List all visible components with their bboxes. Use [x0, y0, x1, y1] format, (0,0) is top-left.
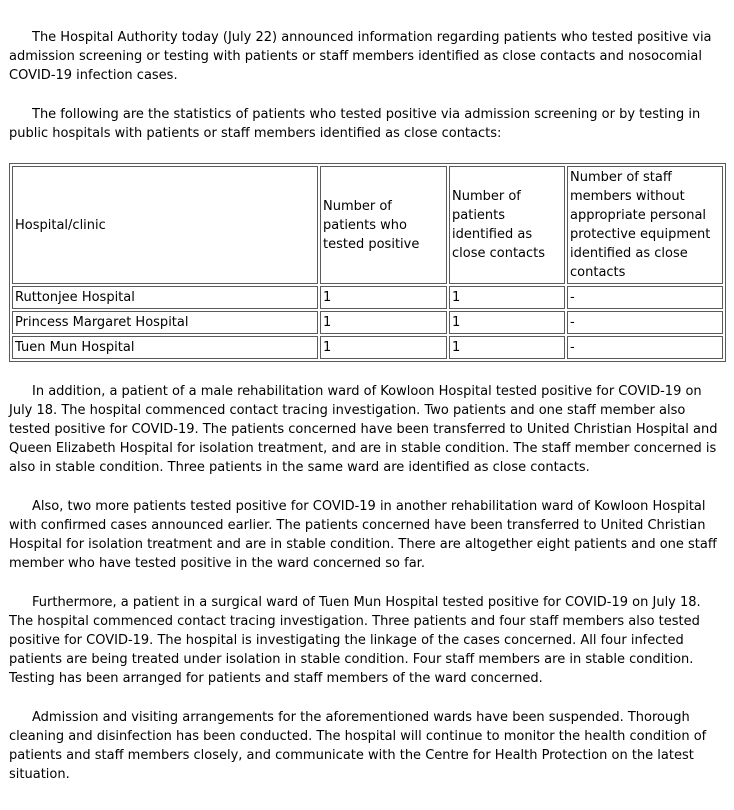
table-cell-tested-positive: 1 — [320, 336, 447, 359]
paragraph-kowloon-another-rehab-ward: Also, two more patients tested positive for COVID-19 in another rehabilitation ward of Kowloon Hospital with confirmed cases announced earlier. The patients concerned have been transferred to United Christian Hospital for isolation treatment and are in stable condition. There are altogether eight patients and one staff member who have tested positive in the ward concerned so far. — [9, 499, 717, 571]
table-row-princess-margaret-hospital — [12, 311, 723, 334]
paragraph-statistics-intro: The following are the statistics of patients who tested positive via admission screening or by testing in public hospitals with patients or staff members identified as close contacts: — [9, 107, 701, 141]
table-header-hospital-clinic: Hospital/clinic — [12, 166, 318, 284]
table-cell-staff-contacts: - — [567, 336, 723, 359]
paragraph-admission-visiting-arrangements: Admission and visiting arrangements for the aforementioned wards have been suspended. Thorough cleaning and disinfection has been conducted. The hospital will continue to monitor the health condition of patients and staff members closely, and communicate with the Centre for Health Protection on the latest situation. — [9, 710, 707, 782]
table-cell-staff-contacts: - — [567, 286, 723, 309]
table-cell-hospital-name: Ruttonjee Hospital — [12, 286, 318, 309]
table-cell-close-contacts: 1 — [449, 286, 565, 309]
table-row-ruttonjee-hospital — [12, 286, 723, 309]
table-cell-hospital-name: Tuen Mun Hospital — [12, 336, 318, 359]
paragraph-kowloon-male-rehab-ward: In addition, a patient of a male rehabilitation ward of Kowloon Hospital tested positive for COVID-19 on July 18. The hospital commenced contact tracing investigation. Two patients and one staff member also tested positive for COVID-19. The patients concerned have been transferred to United Christian Hospital and Queen Elizabeth Hospital for isolation treatment, and are in stable condition. The staff member concerned is also in stable condition. Three patients in the same ward are identified as close contacts. — [9, 384, 718, 475]
table-header-row — [12, 166, 723, 284]
table-header-staff-close-contacts: Number of staff members without appropriate personal protective equipment identified as close contacts — [567, 166, 723, 284]
statistics-table — [9, 163, 726, 362]
table-cell-tested-positive: 1 — [320, 311, 447, 334]
table-cell-hospital-name: Princess Margaret Hospital — [12, 311, 318, 334]
table-header-patients-close-contacts: Number of patients identified as close contacts — [449, 166, 565, 284]
table-cell-tested-positive: 1 — [320, 286, 447, 309]
paragraph-announcement: The Hospital Authority today (July 22) announced information regarding patients who tested positive via admission screening or testing with patients or staff members identified as close contacts and nosocomial COVID-19 infection cases. — [9, 30, 712, 83]
table-cell-close-contacts: 1 — [449, 311, 565, 334]
table-cell-close-contacts: 1 — [449, 336, 565, 359]
table-cell-staff-contacts: - — [567, 311, 723, 334]
table-header-patients-tested-positive: Number of patients who tested positive — [320, 166, 447, 284]
paragraph-tuen-mun-surgical-ward: Furthermore, a patient in a surgical ward of Tuen Mun Hospital tested positive for COVID-19 on July 18. The hospital commenced contact tracing investigation. Three patients and four staff members also tested positive for COVID-19. The hospital is investigating the linkage of the cases concerned. All four infected patients are being treated under isolation in stable condition. Four staff members are in stable condition. Testing has been arranged for patients and staff members of the ward concerned. — [9, 595, 701, 686]
table-row-tuen-mun-hospital — [12, 336, 723, 359]
